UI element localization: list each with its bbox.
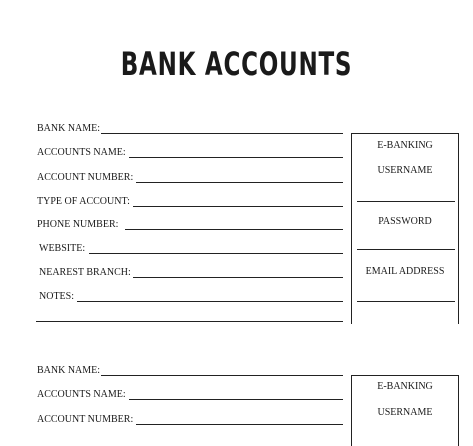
username-label: USERNAME bbox=[377, 407, 433, 418]
account-number-label: ACCOUNT NUMBER: bbox=[37, 172, 134, 183]
website-label: WEBSITE: bbox=[39, 243, 86, 254]
type-of-account-line bbox=[133, 206, 343, 207]
account-number-field[interactable] bbox=[37, 412, 343, 426]
phone-number-label: PHONE NUMBER: bbox=[37, 219, 119, 230]
bank-name-label: BANK NAME: bbox=[37, 365, 101, 376]
ebanking-box-1 bbox=[351, 133, 459, 324]
email-address-label: EMAIL ADDRESS bbox=[365, 266, 445, 277]
accounts-name-line bbox=[129, 157, 343, 158]
account-number-field[interactable] bbox=[37, 170, 343, 184]
phone-number-field[interactable] bbox=[37, 217, 343, 231]
accounts-name-label: ACCOUNTS NAME: bbox=[37, 147, 126, 158]
password-label: PASSWORD bbox=[378, 216, 432, 227]
notes-label: NOTES: bbox=[39, 291, 74, 302]
type-of-account-label: TYPE OF ACCOUNT: bbox=[37, 196, 130, 207]
website-line bbox=[89, 253, 343, 254]
accounts-name-line bbox=[129, 399, 343, 400]
bank-name-line bbox=[101, 375, 343, 376]
bank-name-label: BANK NAME: bbox=[37, 123, 101, 134]
notes-field[interactable] bbox=[37, 289, 343, 303]
notes-continuation-line bbox=[36, 321, 343, 322]
email-address-line[interactable] bbox=[357, 301, 455, 302]
type-of-account-field[interactable] bbox=[37, 194, 343, 208]
username-line[interactable] bbox=[357, 201, 455, 202]
bank-name-field[interactable] bbox=[37, 363, 343, 377]
bank-name-field[interactable] bbox=[37, 121, 343, 135]
ebanking-heading: E-BANKING bbox=[377, 140, 433, 151]
password-line[interactable] bbox=[357, 249, 455, 250]
website-field[interactable] bbox=[37, 241, 343, 255]
phone-number-line bbox=[125, 229, 343, 230]
accounts-name-label: ACCOUNTS NAME: bbox=[37, 389, 126, 400]
nearest-branch-line bbox=[133, 277, 343, 278]
username-label: USERNAME bbox=[377, 165, 433, 176]
bank-name-line bbox=[101, 133, 343, 134]
account-number-line bbox=[136, 424, 343, 425]
nearest-branch-label: NEAREST BRANCH: bbox=[39, 267, 131, 278]
page-title: BANK ACCOUNTS bbox=[120, 45, 353, 83]
account-number-label: ACCOUNT NUMBER: bbox=[37, 414, 134, 425]
nearest-branch-field[interactable] bbox=[37, 265, 343, 279]
account-number-line bbox=[136, 182, 343, 183]
notes-line bbox=[77, 301, 343, 302]
ebanking-heading: E-BANKING bbox=[377, 381, 433, 392]
accounts-name-field[interactable] bbox=[37, 387, 343, 401]
accounts-name-field[interactable] bbox=[37, 145, 343, 159]
ebanking-box-2 bbox=[351, 375, 459, 446]
